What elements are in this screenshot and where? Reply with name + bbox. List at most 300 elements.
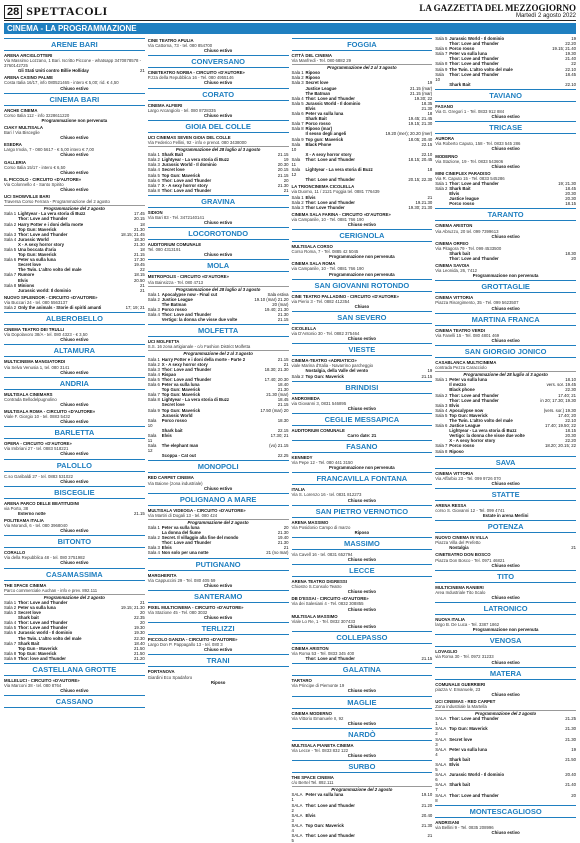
cinema-listing xyxy=(4,53,145,73)
show-times: 17.45 xyxy=(133,211,145,217)
screen-number: Sala 3 xyxy=(147,162,160,168)
cinema-listing xyxy=(4,295,145,310)
film-title: Thor: Love and Thunder xyxy=(305,177,355,183)
cinema-name: CITTÀ DEL CINEMA xyxy=(291,53,333,58)
film-title: Elvis xyxy=(161,545,172,551)
cinema-listing xyxy=(292,646,433,661)
show-times: 20 xyxy=(139,620,145,626)
screen-number: Sala 1 xyxy=(435,180,448,186)
film-title: Thor: Love and Thunder xyxy=(449,392,499,398)
film-title: Thor: Love and Thunder xyxy=(449,716,499,722)
film-title: The Twin. L'altro volto del male xyxy=(449,66,513,72)
screen-number: Sala 8 xyxy=(435,61,448,67)
city-heading: BISCEGLIE xyxy=(4,486,145,499)
cinema-listing xyxy=(148,637,289,652)
show-times: 18.40 xyxy=(277,382,289,388)
film-title: Scoppa - Cat out xyxy=(161,453,196,459)
film-title: Nostalgia xyxy=(449,545,469,551)
section-title: SPETTACOLI xyxy=(26,4,108,18)
show-times: 18.30; 21.30 xyxy=(264,366,289,372)
cinema-name: CINEMA ALFIERI xyxy=(147,102,183,108)
programme-period: Programmazione del 2 agosto xyxy=(148,519,289,525)
city-heading: NARDÒ xyxy=(292,728,433,741)
show-times: 21.40 xyxy=(565,782,576,788)
cinema-listing xyxy=(4,359,145,374)
cinema-listing xyxy=(292,326,433,341)
film-title: Minions xyxy=(18,282,35,288)
cinema-name: CINE TEATRO PALLADINO - CIRCUITO «D'AUTORE» xyxy=(291,293,399,299)
film-title: Justice League xyxy=(449,423,481,429)
film-title: Jurassic World xyxy=(161,412,193,418)
status-note: Chiuso estivo xyxy=(60,560,89,566)
city-heading: BITONTO xyxy=(4,535,145,548)
screen-number: SALA 3 xyxy=(435,736,447,747)
cinema-address: Via Fanelli 15 - Tel. 080 4801 469 xyxy=(435,332,500,338)
screen-number: Sala 3 xyxy=(147,545,160,551)
show-times: 20.15; 22.30 xyxy=(408,177,433,183)
film-title: Shark Bait xyxy=(161,152,184,158)
cinema-address: Contrada Bellodelpugnolino xyxy=(4,396,57,402)
programme-period: Programmazione del 2 agosto xyxy=(4,594,145,600)
film-row xyxy=(4,288,145,293)
film-title: Lightyear - La vera storia di Buzz xyxy=(305,167,373,173)
show-times: 18 xyxy=(139,247,145,252)
cinema-listing xyxy=(435,360,576,454)
cinema-listing xyxy=(435,471,576,486)
film-title: Peter va sulla luna xyxy=(449,746,487,752)
film-title: Thor: Love and Thunder xyxy=(18,231,68,237)
film-title: Lightyear - La vera storia di Buzz xyxy=(18,211,86,217)
film-title: Peter va sulla luna xyxy=(18,257,56,263)
status-note: Chiuso estivo xyxy=(204,485,233,491)
status-note: Carro date: 21 xyxy=(347,432,377,438)
status-note: Chiuso estivo xyxy=(60,528,89,534)
cinema-name: CORALLO xyxy=(4,550,26,556)
cinema-address: via Giovanni 3, 0831 546895 xyxy=(291,400,347,406)
show-times: 22 xyxy=(571,61,576,67)
film-title: Porco rosso xyxy=(449,443,475,449)
film-title: Jurassic world - Il dominio xyxy=(18,630,73,636)
show-times: 18.30 xyxy=(565,250,576,256)
status-note: Chiuso estivo xyxy=(491,562,520,568)
city-heading: SANTERAMO xyxy=(148,590,289,603)
show-times: 21.15 (mar) xyxy=(410,85,433,91)
show-times: 22.15 xyxy=(277,427,289,433)
cinema-name: OPERA - CIRCUITO «D'AUTORE» xyxy=(4,441,72,447)
city-heading: CORATO xyxy=(148,88,289,101)
cinema-listing xyxy=(435,820,576,835)
screen-number: SALA 8 xyxy=(435,792,447,803)
cinema-listing xyxy=(4,75,145,90)
cinema-address: Via Affarbio 23 - Tel. 099 9726 070 xyxy=(435,475,501,481)
screen-number: Sala 2 xyxy=(147,535,160,541)
status-note: Programmazione non pervenuta xyxy=(329,254,395,260)
film-row xyxy=(148,550,289,555)
film-title: Justice league xyxy=(449,196,479,202)
screen-number: Sala 4 xyxy=(291,95,304,101)
cinema-name: ANDRISANI xyxy=(435,819,460,825)
status-note: Chiuso estivo xyxy=(204,48,233,54)
film-title: Porco rosso xyxy=(161,307,187,312)
film-title: Elvis xyxy=(18,277,29,283)
city-heading: FOGGIA xyxy=(292,38,433,51)
show-times: 18.05; 20.40 xyxy=(408,136,433,142)
cinema-address: Corso Roma, 7 - Tel. 0885 42 5045 xyxy=(291,249,359,255)
show-times: 21.30 xyxy=(565,726,576,732)
listing-columns xyxy=(4,36,576,843)
screen-number: Sala 4 xyxy=(4,236,17,242)
status-note: Chiuso estivo xyxy=(60,85,89,91)
film-title: Thor: Love and Thunder xyxy=(161,312,212,318)
film-title: Thor: Love and Thunder xyxy=(161,376,212,382)
status-note: Chiuso xyxy=(354,303,370,309)
film-title: Lightyear - La vera storia di Buzz xyxy=(161,157,230,163)
cinema-address: Via della Repubblica 48 - tel. 080 3751982 xyxy=(4,555,85,561)
film-title: The Batman xyxy=(161,301,187,307)
show-times: 21.30 xyxy=(421,822,433,828)
cinema-listing xyxy=(292,579,433,594)
status-note: Chiuso estivo xyxy=(491,691,520,697)
film-row xyxy=(4,305,145,310)
film-title: Harry Potter e i doni della morte - Parte 2 xyxy=(161,356,246,362)
show-times: 21 xyxy=(571,545,576,551)
film-title: Top Gun: Maverick xyxy=(449,726,488,732)
film-title: Vertigo: la donna che visse due volte xyxy=(161,317,238,323)
film-row xyxy=(435,256,576,261)
screen-number: Sala 2 xyxy=(147,157,160,163)
show-times: 19 xyxy=(427,80,433,86)
cinema-address: S.S. 16 zona artigianale - c/o Fashion District Molfetta xyxy=(147,344,251,350)
cinema-name: CINEMA MODERNO xyxy=(291,710,332,716)
cinema-listing xyxy=(435,535,576,550)
city-heading: CERIGNOLA xyxy=(292,229,433,242)
status-note: Chiuso estivo xyxy=(347,497,376,503)
show-times: 18.15; 20.45 xyxy=(408,156,433,162)
show-times: 22 xyxy=(139,267,145,273)
show-times: 20.40 xyxy=(565,772,576,778)
status-note: Chiuso estivo xyxy=(491,337,520,343)
film-title: Elvis xyxy=(305,812,316,818)
show-times: 18.15 xyxy=(565,201,576,207)
city-heading: TITO xyxy=(435,570,576,583)
cinema-name: PIXEL MULTICINEMA - CIRCUITO «D'AUTORE» xyxy=(147,604,244,610)
show-times: 17.40; 20.30 xyxy=(264,376,289,382)
cinema-address: Viale F. Giorgio 10 - tel. 0883 5432 xyxy=(4,414,71,420)
screen-number: Sala 6 xyxy=(147,382,160,388)
cinema-listing xyxy=(4,474,145,484)
show-times: 22.25 xyxy=(277,453,289,459)
show-times: 21.15 xyxy=(277,152,289,158)
film-title: Thor: Love and Thunder xyxy=(449,397,499,403)
screen-number: SALA 6 xyxy=(435,772,447,783)
show-times: 17.40; 20 xyxy=(558,412,576,418)
cinema-address: Via Posidonio Campo di marzo xyxy=(291,524,351,530)
show-times: 21 xyxy=(427,833,433,839)
show-times: 21.30 xyxy=(133,226,145,232)
film-row xyxy=(435,793,576,803)
screen-number: Sala 1 xyxy=(147,356,160,362)
film-row xyxy=(148,418,289,428)
film-title: Nostalgia, della Valle del vento xyxy=(305,368,369,374)
cinema-name: CINEMA SAVOIA xyxy=(435,263,470,269)
film-title: Elvis xyxy=(305,105,316,111)
screen-number: Sala 7 xyxy=(147,182,160,188)
film-title: Harry Potter e i doni della morte xyxy=(18,221,84,227)
column-3 xyxy=(291,36,433,843)
show-times: Sala estiva xyxy=(267,291,289,297)
cinema-address: piazza V. Emanuele, 23 xyxy=(435,686,481,692)
cinema-name: NUOVA ITALIA xyxy=(435,617,466,623)
cinema-address: Viale Lo Re, 1 - Tel. 0832 307433 xyxy=(291,618,356,624)
film-title: The elephant man xyxy=(161,443,199,449)
city-heading: PALOLLO xyxy=(4,459,145,472)
city-heading: BRINDISI xyxy=(292,381,433,394)
status-note: Chiuso estivo xyxy=(204,615,233,621)
city-heading: SAN GIOVANNI ROTONDO xyxy=(292,279,433,292)
screen-number: Sala 3 xyxy=(4,231,17,237)
cinema-listing xyxy=(148,339,289,458)
cinema-address: Via Stazione, 19 - Tel. 0833 543606 xyxy=(435,158,504,164)
screen-number: Sala 8 xyxy=(147,187,160,193)
show-times: 20.15 xyxy=(277,167,289,173)
film-row xyxy=(4,511,145,516)
city-heading: CASTELLANA GROTTE xyxy=(4,663,145,676)
film-title: Peter va sulla luna xyxy=(305,792,344,798)
film-title: Porco rosso xyxy=(305,121,331,127)
screen-number: Sala 9 xyxy=(291,136,304,142)
cinema-listing xyxy=(4,678,145,693)
cinema-name: MULTICINEMA MANGIATORDI xyxy=(4,359,66,365)
programme-period: Programmazione del 2 al 3 agosto xyxy=(292,64,433,70)
programme-period: Programmazione del 2 agosto xyxy=(4,205,145,211)
film-title: Peter va sulla luna xyxy=(449,51,487,57)
screen-number: Sala 6 xyxy=(4,630,17,636)
cinema-listing xyxy=(292,487,433,502)
cinema-listing xyxy=(435,136,576,151)
show-times: 18.45 xyxy=(565,71,576,77)
cinema-listing xyxy=(292,184,433,209)
city-heading: MOLFETTA xyxy=(148,324,289,337)
cinema-listing xyxy=(148,605,289,620)
film-row xyxy=(435,545,576,550)
cinema-listing xyxy=(292,396,433,411)
screen-number: Sala 9 xyxy=(435,66,448,72)
show-times: 19.30 xyxy=(133,630,145,636)
cinema-address: via D'Antonio 30 - Tel. 0882 375464 xyxy=(291,331,360,337)
show-times: 22.30 xyxy=(133,635,145,641)
status-note: Chiuso estivo xyxy=(204,80,233,86)
cinema-name: ARENA CASINO PALME xyxy=(4,75,53,81)
cinema-listing xyxy=(4,160,145,175)
column-2 xyxy=(148,36,289,837)
cinema-listing xyxy=(148,70,289,85)
screen-number: Sala 3 xyxy=(291,80,304,86)
city-heading: CINEMA BARI xyxy=(4,93,145,106)
status-note: Programmazione non pervenuta xyxy=(472,273,539,279)
screen-number: Sala 10 xyxy=(291,141,301,152)
show-times: 21.15 xyxy=(421,373,433,379)
film-row xyxy=(292,792,433,802)
screen-number: Sala 2 xyxy=(435,392,448,398)
cinema-listing xyxy=(435,552,576,567)
cinema-listing xyxy=(292,743,433,758)
film-title: Shark bait xyxy=(449,250,471,256)
show-times: 20 xyxy=(283,525,289,530)
show-times: 18.35 xyxy=(421,100,433,106)
film-title: Lightyear - La vera storia di Buzz xyxy=(449,428,517,434)
film-title: Il mezzo xyxy=(449,382,466,388)
screen-number: Sala 3 xyxy=(435,402,448,408)
show-times: 21.15 xyxy=(133,252,145,258)
film-title: Apocalypse now - Final cut xyxy=(161,291,218,297)
show-times: 19.20 (mer); 20.20 (mer) xyxy=(385,131,433,137)
screen-number: Sala 1 xyxy=(4,599,17,605)
film-title: Shark Bait xyxy=(18,640,40,646)
status-note: Chiuso estivo xyxy=(204,112,233,118)
show-times: 18.10 xyxy=(565,377,576,383)
screen-number xyxy=(435,201,449,206)
cinema-listing xyxy=(435,154,576,169)
show-times: 21.30 xyxy=(277,540,289,546)
cinema-name: MULTISALA ROMA - CIRCUITO «D'AUTORE» xyxy=(4,408,96,414)
city-heading: ANDRIA xyxy=(4,377,145,390)
show-times: 22.10 xyxy=(565,81,576,87)
cinema-name: UCI SHOWVILLE BARI xyxy=(4,194,50,200)
film-row xyxy=(4,656,145,661)
cinema-address: Zona industriale la Martella xyxy=(435,703,487,709)
newspaper-title: LA GAZZETTA DEL MEZZOGIORNO xyxy=(419,3,576,13)
screen-number: Sala 7 xyxy=(4,640,17,646)
status-note: Chiuso estivo xyxy=(204,582,233,588)
cinema-name: MILLELUCI - CIRCUITO «D'AUTORE» xyxy=(4,677,80,683)
city-heading: POLIGNANO A MARE xyxy=(148,493,289,506)
film-row xyxy=(148,433,289,443)
city-heading: ARENE BARI xyxy=(4,38,145,51)
cinema-listing xyxy=(435,585,576,600)
cinema-listing xyxy=(435,295,576,310)
film-row xyxy=(4,68,145,73)
programme-period: Programmazione del 2 agosto xyxy=(292,786,433,792)
screen-number: Sala 9 xyxy=(4,655,17,661)
film-title: Top Gun: Maverick xyxy=(18,252,57,258)
show-times: 17.40; 21 xyxy=(558,392,576,398)
show-times: 21 xyxy=(139,599,145,605)
status-note: Chiuso estivo xyxy=(491,163,520,169)
cinema-name: CIAKY MULTISALA xyxy=(4,124,43,130)
film-title: The Batman xyxy=(305,90,331,96)
show-times: 21.50 xyxy=(565,756,576,762)
cinema-name: GALLERIA xyxy=(4,159,26,165)
programme-period: Programmazione del 28 luglio al 3 agosto xyxy=(148,146,289,152)
city-heading: SURBO xyxy=(292,760,433,773)
city-heading: ALBEROBELLO xyxy=(4,312,145,325)
cinema-listing xyxy=(148,210,289,225)
cinema-listing xyxy=(292,428,433,438)
cinema-address: P.zza della Repubblica 16 - Tel. 080 4955146 xyxy=(147,75,234,81)
screen-number: Sala 5 xyxy=(435,412,448,418)
show-times: in 20; 17.30; 19.30 xyxy=(540,397,576,403)
page-header xyxy=(4,3,576,21)
cinema-name: MODERNO xyxy=(435,153,458,159)
show-times: 18.45 xyxy=(277,397,289,403)
cinema-address: Via Colonnello 4 - Santo Spirito xyxy=(4,181,64,187)
film-title: Thor: Love and Thunder xyxy=(305,156,355,162)
screen-number: Sala 8 xyxy=(147,397,160,403)
cinema-listing xyxy=(4,125,145,140)
cinema-listing xyxy=(148,475,289,490)
cinema-name: AUDITORIUM COMUNALE xyxy=(291,427,345,433)
cinema-listing xyxy=(435,223,576,238)
cinema-address: Via Manfredi - Tel. 080 6882 29 xyxy=(291,58,352,64)
status-note: Estate in arena Merlini xyxy=(482,513,529,519)
screen-number: Sala 7 xyxy=(4,272,17,278)
status-note: Chiuso estivo xyxy=(347,720,376,726)
cinema-listing xyxy=(4,142,145,157)
screen-number: SALA 5 xyxy=(435,762,447,773)
cinema-address: Via Abruzzo, 20 tel. 099 7399613 xyxy=(435,228,499,234)
cinema-listing xyxy=(4,392,145,407)
show-times: 20 (mar) xyxy=(272,301,289,307)
city-heading: TAVIANO xyxy=(435,89,576,102)
show-times: 18 xyxy=(139,221,145,227)
cinema-address: Via Marconi 38 - tel. 080 8764 xyxy=(4,683,62,689)
show-times: 20 xyxy=(571,792,576,798)
cinema-address: Via Principe di Piemonte 19 xyxy=(291,683,345,689)
screen-number xyxy=(435,256,449,261)
film-title: Top gun: Maverick xyxy=(305,136,344,142)
cinema-listing xyxy=(292,775,433,843)
show-times: 21.30 xyxy=(277,387,289,393)
cinema-name: COMUNALE GUERRIERI xyxy=(435,681,486,687)
film-title: The Twin. L'altro volto del male xyxy=(449,417,513,423)
film-row xyxy=(435,782,576,792)
status-note: Chiuso estivo xyxy=(60,369,89,375)
cinema-listing xyxy=(148,135,289,193)
film-row xyxy=(435,726,576,736)
cinema-name: PICCOLO GANZIA - CIRCUITO «D'AUTORE» xyxy=(147,637,238,643)
film-title: Black phone xyxy=(449,387,475,393)
film-title: Top Gun: Maverick xyxy=(161,407,201,413)
status-note: Programmazione non pervenuta xyxy=(329,465,395,471)
cinema-address: Via Buccari 24 - tel. 080 5563137 xyxy=(4,299,68,305)
show-times: 19.15; 21.40 xyxy=(552,46,576,52)
cinema-name: MULTISALA CORSO xyxy=(291,244,333,250)
screen-number: SALA 1 xyxy=(435,716,447,727)
film-title: X - A sexy horror story xyxy=(18,241,65,247)
film-title: X - A sexy horror story xyxy=(305,151,352,157)
cinema-listing xyxy=(4,409,145,424)
cinema-name: PORTANOVA xyxy=(147,669,175,675)
show-times: 17.40; 19.50; 22 xyxy=(544,423,576,429)
film-title: Shark bait xyxy=(18,615,39,621)
cinema-listing xyxy=(292,261,433,276)
city-heading: LECCE xyxy=(292,564,433,577)
film-title: Gli Stati Uniti contro Billie Holliday xyxy=(18,68,89,74)
film-title: Thor: Love and Thunder xyxy=(449,71,499,77)
film-title: Thor: Love and Thunder xyxy=(449,180,499,186)
cinema-listing xyxy=(435,36,576,87)
show-times: 22.15 xyxy=(421,141,433,147)
film-row xyxy=(148,317,289,322)
show-times: 20 xyxy=(139,610,145,616)
cinema-name: UCI CINEMAS SEVEN GIOIA DEL COLLE xyxy=(147,134,231,140)
film-title: Thor: Love and Thunder xyxy=(161,366,212,372)
cinema-address: Via Imbriani 27 - tel. 0883 518221 xyxy=(4,446,69,452)
status-note: Chiuso estivo xyxy=(347,688,376,694)
film-title: Secret love xyxy=(449,736,473,742)
city-heading: GROTTAGLIE xyxy=(435,280,576,293)
cinema-address: Via Martiri di Dogali 13 - tel. 080 424 xyxy=(147,512,218,518)
